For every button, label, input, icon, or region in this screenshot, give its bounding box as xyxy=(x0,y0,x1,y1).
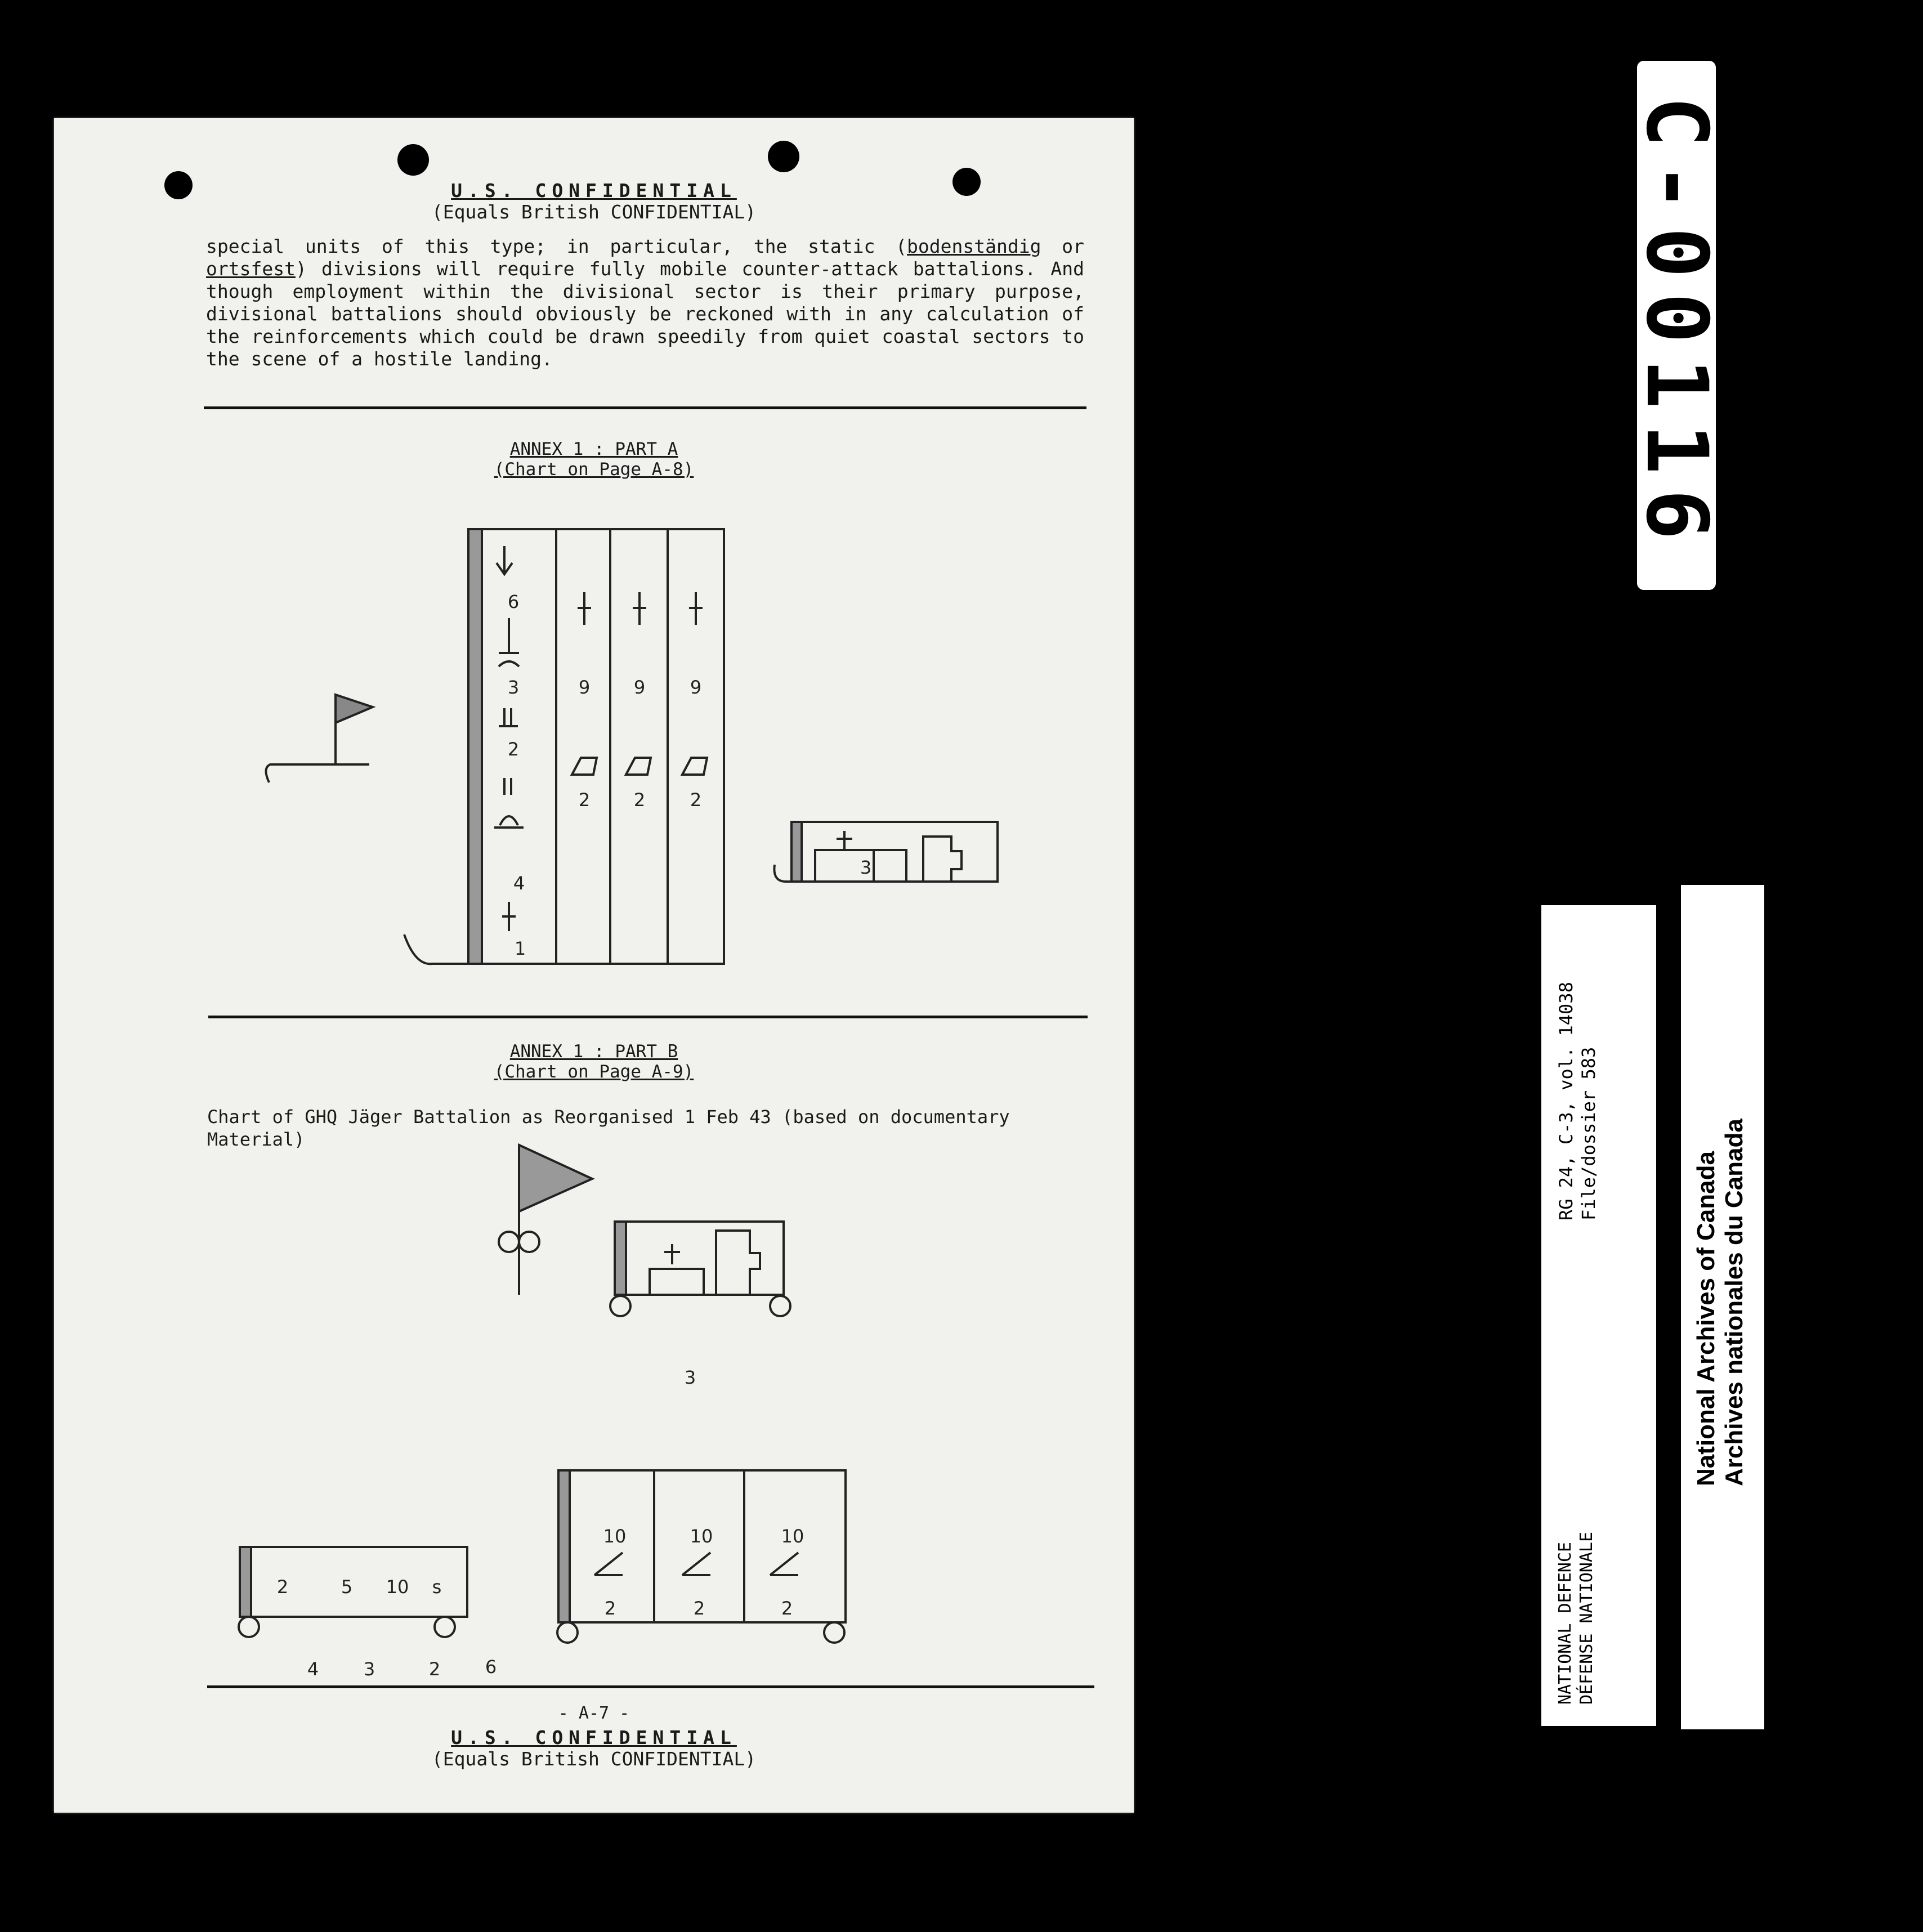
chart-b-company-2-top: 10 xyxy=(690,1526,713,1547)
annex-a-title: ANNEX 1 : PART A xyxy=(509,439,678,459)
chart-a-hq-box-number: 3 xyxy=(860,857,872,878)
institution-label xyxy=(1681,885,1764,1729)
bottom-footer xyxy=(54,1727,1134,1770)
chart-a-symbol-3 xyxy=(499,661,519,667)
chart-b-support-number-2: 3 xyxy=(363,1658,375,1680)
annex-b-caption: Chart of GHQ Jäger Battalion as Reorganised 1 Feb 43 (based on documentary Material) xyxy=(207,1106,1010,1150)
chart-b xyxy=(239,1145,846,1643)
chart-a xyxy=(266,529,998,964)
term-bodenstaendig: bodenständig xyxy=(907,235,1041,257)
chart-b-flag xyxy=(519,1145,592,1211)
top-classification: U.S. CONFIDENTIAL xyxy=(451,180,737,202)
bottom-classification-equivalent: (Equals British CONFIDENTIAL) xyxy=(431,1748,757,1770)
chart-a-pennant-staff xyxy=(266,764,369,782)
page-number: - A-7 - xyxy=(558,1703,630,1723)
archive-reference-label xyxy=(1541,905,1656,1726)
chart-b-companies-hatch xyxy=(558,1470,570,1622)
chart-b-support-wheel-right xyxy=(435,1617,455,1637)
chart-b-hq-doorway xyxy=(716,1231,760,1295)
chart-a-col1-label-2: 3 xyxy=(507,677,520,698)
annex-b-ref: (Chart on Page A-9) xyxy=(494,1062,694,1082)
chart-a-symbol-7 xyxy=(502,902,516,931)
chart-a-col-c-gun xyxy=(682,758,707,775)
chart-a-battalion-hatch xyxy=(468,529,482,964)
chart-a-symbol-6 xyxy=(494,816,524,828)
chart-a-battalion-frame xyxy=(468,529,724,964)
chart-a-col-c-number: 9 xyxy=(690,677,702,698)
chart-a-symbol-4 xyxy=(499,708,518,726)
chart-a-col-a-bottom: 2 xyxy=(578,789,591,811)
document-page xyxy=(54,118,1134,1813)
chart-b-support-number-3: 2 xyxy=(428,1658,441,1680)
institution-name-en: National Archives of Canada xyxy=(1692,1151,1720,1486)
chart-a-symbol-5 xyxy=(504,778,511,795)
chart-b-support-label-3: 10 xyxy=(386,1576,409,1598)
institution-name-fr: Archives nationales du Canada xyxy=(1720,1119,1748,1486)
term-ortsfest: ortsfest xyxy=(206,258,296,280)
chart-a-col1-label-5: 1 xyxy=(514,938,526,959)
chart-b-support-number-4: 6 xyxy=(485,1656,497,1678)
archive-reference-line-1: RG 24, C-3, vol. 14038 xyxy=(1555,982,1577,1220)
annex-a-ref: (Chart on Page A-8) xyxy=(494,459,694,480)
chart-a-symbol-1 xyxy=(497,546,512,574)
department-line-2: DÉFENSE NATIONALE xyxy=(1577,1531,1596,1705)
chart-a-hq-hatch xyxy=(791,822,802,882)
chart-b-company-1-bottom: 2 xyxy=(604,1598,616,1619)
chart-b-company-1-mortar xyxy=(594,1553,623,1575)
chart-a-col-a-number: 9 xyxy=(578,677,591,698)
chart-b-companies-wheel-right xyxy=(824,1622,844,1643)
chart-a-col1-label-1: 6 xyxy=(507,591,520,612)
chart-b-company-2-mortar xyxy=(682,1553,710,1575)
chart-b-labels xyxy=(277,1367,804,1680)
chart-a-hq-runner xyxy=(774,865,848,882)
chart-b-company-3-mortar xyxy=(770,1553,798,1575)
chart-a-pennant-flag xyxy=(336,695,373,723)
chart-a-battalion-runner xyxy=(404,934,469,964)
annex-b-title: ANNEX 1 : PART B xyxy=(509,1041,678,1062)
org-charts xyxy=(54,118,1134,1813)
chart-b-support-number-1: 4 xyxy=(307,1658,319,1680)
chart-b-support-label-4: s xyxy=(432,1576,442,1598)
chart-b-support-label-2: 5 xyxy=(341,1576,353,1598)
paragraph-rest: ) divisions will require fully mobile counter-attack battalions. And though employment within the divisional sector is their primary purpose, divisional battalions should obviously be reckoned with in any calculation of the reinforcements which could be drawn speedily from quiet coastal sectors to the scene of a hostile landing. xyxy=(206,258,1084,370)
frame-number: C-00116 xyxy=(1627,96,1725,555)
divider-3 xyxy=(207,1685,1094,1688)
chart-b-hq-frame xyxy=(615,1222,784,1295)
chart-a-col-b-cross xyxy=(633,592,646,625)
chart-a-hq-doorway xyxy=(923,837,962,882)
chart-a-col1-label-4: 4 xyxy=(513,873,525,894)
chart-a-col-c-cross xyxy=(689,592,703,625)
top-classification-equivalent: (Equals British CONFIDENTIAL) xyxy=(431,201,757,223)
chart-b-company-3-bottom: 2 xyxy=(781,1598,793,1619)
chart-a-col-b-number: 9 xyxy=(633,677,646,698)
chart-a-col-c-bottom: 2 xyxy=(690,789,702,811)
chart-b-hq-wheel-right xyxy=(770,1296,790,1316)
chart-b-support-hatch xyxy=(240,1547,251,1617)
chart-b-hq-inner xyxy=(650,1269,704,1295)
chart-a-col1-label-3: 2 xyxy=(507,739,520,760)
paragraph-or: or xyxy=(1041,235,1084,257)
archive-reference-line-2: File/dossier 583 xyxy=(1578,1046,1599,1220)
bottom-classification: U.S. CONFIDENTIAL xyxy=(451,1727,737,1748)
chart-b-support-label-1: 2 xyxy=(276,1576,289,1598)
chart-b-company-3-top: 10 xyxy=(781,1526,804,1547)
chart-a-hq-frame xyxy=(791,822,998,882)
chart-b-hq-number: 3 xyxy=(684,1367,696,1388)
chart-a-hq-inner-right xyxy=(874,850,906,882)
chart-a-hq-antenna xyxy=(837,831,852,850)
chart-b-hq-hatch xyxy=(615,1222,626,1295)
chart-b-company-1-top: 10 xyxy=(603,1526,627,1547)
chart-b-hq-wheel-left xyxy=(610,1296,630,1316)
chart-a-col-a-gun xyxy=(572,758,597,775)
chart-b-hq-antenna xyxy=(664,1244,680,1264)
department-line-1: NATIONAL DEFENCE xyxy=(1555,1542,1575,1705)
chart-a-col-b-gun xyxy=(626,758,651,775)
chart-a-col-b-bottom: 2 xyxy=(633,789,646,811)
chart-b-companies-wheel-left xyxy=(557,1622,578,1643)
chart-a-symbol-2 xyxy=(499,618,519,653)
chart-a-col-a-cross xyxy=(578,592,591,625)
frame-number-strip xyxy=(1627,61,1725,590)
chart-b-support-wheel-left xyxy=(239,1617,259,1637)
chart-b-company-2-bottom: 2 xyxy=(693,1598,705,1619)
paragraph-pre: special units of this type; in particular, the static ( xyxy=(206,235,907,257)
